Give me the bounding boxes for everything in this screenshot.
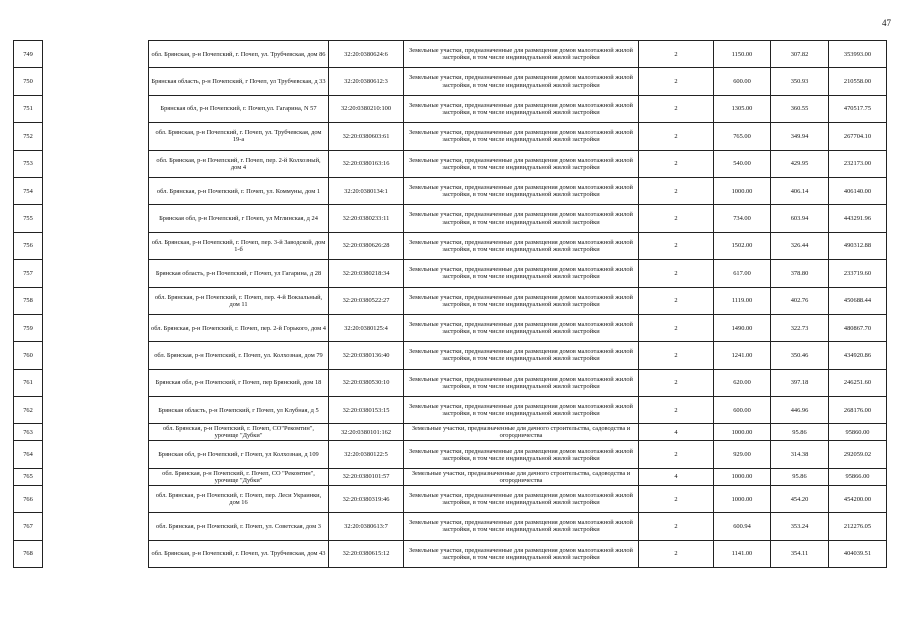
cadastral-value-cell: 95866.00 — [829, 468, 887, 485]
address-cell: обл. Брянская, р-н Почепский, г. Почеп, ул. Трубчевская, дом 86 — [149, 41, 329, 68]
cadastral-number: 32:20:0380125:4 — [329, 314, 404, 341]
area-cell: 1000.00 — [714, 485, 771, 512]
area-cell: 1000.00 — [714, 177, 771, 204]
cadastral-value-cell: 268176.00 — [829, 397, 887, 424]
row-number: 754 — [14, 177, 43, 204]
row-number: 766 — [14, 485, 43, 512]
cadastral-number: 32:20:0380153:15 — [329, 397, 404, 424]
table-row — [14, 513, 887, 540]
cadastral-number: 32:20:0380522:27 — [329, 287, 404, 314]
column-gap — [43, 95, 149, 122]
cadastral-value-cell: 490312.88 — [829, 232, 887, 259]
cadastral-number: 32:20:0380122:5 — [329, 441, 404, 468]
address-cell: Брянская обл, р-н Почепский, г. Почеп,ул. Гагарина, N 57 — [149, 95, 329, 122]
address-cell: обл. Брянская, р-н Почепский, г. Почеп, пер. 2-й Горького, дом 4 — [149, 314, 329, 341]
address-cell: обл. Брянская, р-н Почепский, г. Почеп, СО "Рекомтин", урочище "Дубки" — [149, 468, 329, 485]
cadastral-value-cell: 404039.51 — [829, 540, 887, 567]
row-number: 749 — [14, 41, 43, 68]
group-code: 2 — [639, 287, 714, 314]
specific-value-cell: 446.96 — [771, 397, 829, 424]
address-cell: обл. Брянская, р-н Почепский, г. Почеп, пер. 4-й Вокзальный, дом 11 — [149, 287, 329, 314]
cadastral-number: 32:20:0380603:61 — [329, 123, 404, 150]
land-use-cell: Земельные участки, предназначенные для размещения домов малоэтажной жилой застройки, в том числе индивидуальной жилой застройки — [404, 513, 639, 540]
area-cell: 1141.00 — [714, 540, 771, 567]
group-code: 4 — [639, 468, 714, 485]
column-gap — [43, 150, 149, 177]
group-code: 2 — [639, 369, 714, 396]
specific-value-cell: 326.44 — [771, 232, 829, 259]
table-row — [14, 123, 887, 150]
group-code: 2 — [639, 123, 714, 150]
cadastral-number: 32:20:0380136:40 — [329, 342, 404, 369]
cadastral-value-cell: 434920.86 — [829, 342, 887, 369]
table-row — [14, 424, 887, 441]
specific-value-cell: 603.94 — [771, 205, 829, 232]
address-cell: обл. Брянская, р-н Почепский, г. Почеп, ул. Коммуны, дом 1 — [149, 177, 329, 204]
row-number: 757 — [14, 260, 43, 287]
row-number: 758 — [14, 287, 43, 314]
area-cell: 1502.00 — [714, 232, 771, 259]
address-cell: Брянская обл, р-н Почепский, г Почеп, ул Колхозная, д 109 — [149, 441, 329, 468]
land-use-cell: Земельные участки, предназначенные для размещения домов малоэтажной жилой застройки, в том числе индивидуальной жилой застройки — [404, 397, 639, 424]
land-use-cell: Земельные участки, предназначенные для дачного строительства, садоводства и огородничества — [404, 424, 639, 441]
cadastral-value-cell: 95860.00 — [829, 424, 887, 441]
area-cell: 1305.00 — [714, 95, 771, 122]
land-use-cell: Земельные участки, предназначенные для размещения домов малоэтажной жилой застройки, в том числе индивидуальной жилой застройки — [404, 342, 639, 369]
address-cell: обл. Брянская, р-н Почепский, г. Почеп, пер. Леси Украинки, дом 16 — [149, 485, 329, 512]
land-use-cell: Земельные участки, предназначенные для размещения домов малоэтажной жилой застройки, в том числе индивидуальной жилой застройки — [404, 41, 639, 68]
row-number: 760 — [14, 342, 43, 369]
group-code: 2 — [639, 513, 714, 540]
column-gap — [43, 424, 149, 441]
column-gap — [43, 260, 149, 287]
column-gap — [43, 468, 149, 485]
land-use-cell: Земельные участки, предназначенные для размещения домов малоэтажной жилой застройки, в том числе индивидуальной жилой застройки — [404, 485, 639, 512]
column-gap — [43, 513, 149, 540]
land-use-cell: Земельные участки, предназначенные для размещения домов малоэтажной жилой застройки, в том числе индивидуальной жилой застройки — [404, 260, 639, 287]
cadastral-value-cell: 292059.02 — [829, 441, 887, 468]
group-code: 2 — [639, 342, 714, 369]
land-use-cell: Земельные участки, предназначенные для размещения домов малоэтажной жилой застройки, в том числе индивидуальной жилой застройки — [404, 314, 639, 341]
land-use-cell: Земельные участки, предназначенные для размещения домов малоэтажной жилой застройки, в том числе индивидуальной жилой застройки — [404, 68, 639, 95]
group-code: 2 — [639, 41, 714, 68]
specific-value-cell: 429.95 — [771, 150, 829, 177]
table-row — [14, 397, 887, 424]
cadastral-value-cell: 454200.00 — [829, 485, 887, 512]
column-gap — [43, 397, 149, 424]
cadastral-number: 32:20:0380101:162 — [329, 424, 404, 441]
specific-value-cell: 354.11 — [771, 540, 829, 567]
group-code: 2 — [639, 540, 714, 567]
table-row — [14, 485, 887, 512]
land-use-cell: Земельные участки, предназначенные для размещения домов малоэтажной жилой застройки, в том числе индивидуальной жилой застройки — [404, 177, 639, 204]
land-use-cell: Земельные участки, предназначенные для размещения домов малоэтажной жилой застройки, в том числе индивидуальной жилой застройки — [404, 287, 639, 314]
land-use-cell: Земельные участки, предназначенные для размещения домов малоэтажной жилой застройки, в том числе индивидуальной жилой застройки — [404, 369, 639, 396]
group-code: 4 — [639, 424, 714, 441]
column-gap — [43, 232, 149, 259]
area-cell: 600.94 — [714, 513, 771, 540]
group-code: 2 — [639, 150, 714, 177]
cadastral-value-cell: 233719.60 — [829, 260, 887, 287]
specific-value-cell: 397.18 — [771, 369, 829, 396]
column-gap — [43, 540, 149, 567]
group-code: 2 — [639, 397, 714, 424]
address-cell: Брянская обл, р-н Почепский, г Почеп, ул Мглинская, д 24 — [149, 205, 329, 232]
land-use-cell: Земельные участки, предназначенные для размещения домов малоэтажной жилой застройки, в том числе индивидуальной жилой застройки — [404, 123, 639, 150]
page-number: 47 — [882, 18, 891, 28]
cadastral-value-cell: 232173.00 — [829, 150, 887, 177]
table-row — [14, 314, 887, 341]
specific-value-cell: 402.76 — [771, 287, 829, 314]
table-row — [14, 150, 887, 177]
specific-value-cell: 349.94 — [771, 123, 829, 150]
cadastral-number: 32:20:0380319:46 — [329, 485, 404, 512]
row-number: 759 — [14, 314, 43, 341]
cadastral-number: 32:20:0380624:6 — [329, 41, 404, 68]
cadastral-number: 32:20:0380612:3 — [329, 68, 404, 95]
group-code: 2 — [639, 485, 714, 512]
column-gap — [43, 287, 149, 314]
row-number: 753 — [14, 150, 43, 177]
cadastral-number: 32:20:0380233:11 — [329, 205, 404, 232]
specific-value-cell: 307.82 — [771, 41, 829, 68]
cadastral-value-cell: 210558.00 — [829, 68, 887, 95]
table-row — [14, 342, 887, 369]
cadastral-number: 32:20:0380530:10 — [329, 369, 404, 396]
address-cell: обл. Брянская, р-н Почепский, г. Почеп, пер. 2-й Колхозный, дом 4 — [149, 150, 329, 177]
area-cell: 600.00 — [714, 68, 771, 95]
area-cell: 929.00 — [714, 441, 771, 468]
column-gap — [43, 314, 149, 341]
cadastral-value-cell: 353993.00 — [829, 41, 887, 68]
column-gap — [43, 342, 149, 369]
area-cell: 1000.00 — [714, 424, 771, 441]
row-number: 751 — [14, 95, 43, 122]
land-use-cell: Земельные участки, предназначенные для размещения домов малоэтажной жилой застройки, в том числе индивидуальной жилой застройки — [404, 441, 639, 468]
table-row — [14, 232, 887, 259]
column-gap — [43, 369, 149, 396]
specific-value-cell: 314.38 — [771, 441, 829, 468]
area-cell: 540.00 — [714, 150, 771, 177]
cadastral-value-cell: 450688.44 — [829, 287, 887, 314]
table-row — [14, 205, 887, 232]
address-cell: обл. Брянская, р-н Почепский, г. Почеп, ул. Колхозная, дом 79 — [149, 342, 329, 369]
area-cell: 1000.00 — [714, 468, 771, 485]
land-use-cell: Земельные участки, предназначенные для размещения домов малоэтажной жилой застройки, в том числе индивидуальной жилой застройки — [404, 232, 639, 259]
cadastral-number: 32:20:0380218:34 — [329, 260, 404, 287]
column-gap — [43, 485, 149, 512]
table-row — [14, 441, 887, 468]
row-number: 765 — [14, 468, 43, 485]
address-cell: Брянская область, р-н Почепский, г Почеп, ул Трубчевская, д 33 — [149, 68, 329, 95]
table-row — [14, 468, 887, 485]
row-number: 764 — [14, 441, 43, 468]
group-code: 2 — [639, 260, 714, 287]
cadastral-value-cell: 470517.75 — [829, 95, 887, 122]
cadastral-number: 32:20:0380101:57 — [329, 468, 404, 485]
land-use-cell: Земельные участки, предназначенные для размещения домов малоэтажной жилой застройки, в том числе индивидуальной жилой застройки — [404, 95, 639, 122]
address-cell: обл. Брянская, р-н Почепский, г. Почеп, ул. Трубчевская, дом 43 — [149, 540, 329, 567]
area-cell: 1150.00 — [714, 41, 771, 68]
table-row — [14, 95, 887, 122]
cadastral-value-cell: 212276.05 — [829, 513, 887, 540]
area-cell: 1119.00 — [714, 287, 771, 314]
cadastral-number: 32:20:0380210:100 — [329, 95, 404, 122]
specific-value-cell: 454.20 — [771, 485, 829, 512]
cadastral-number: 32:20:0380134:1 — [329, 177, 404, 204]
specific-value-cell: 360.55 — [771, 95, 829, 122]
row-number: 768 — [14, 540, 43, 567]
cadastral-number: 32:20:0380613:7 — [329, 513, 404, 540]
table-row — [14, 369, 887, 396]
specific-value-cell: 95.86 — [771, 468, 829, 485]
column-gap — [43, 41, 149, 68]
address-cell: Брянская область, р-н Почепский, г Почеп, ул Гагарина, д 28 — [149, 260, 329, 287]
area-cell: 734.00 — [714, 205, 771, 232]
group-code: 2 — [639, 232, 714, 259]
land-use-cell: Земельные участки, предназначенные для размещения домов малоэтажной жилой застройки, в том числе индивидуальной жилой застройки — [404, 150, 639, 177]
area-cell: 600.00 — [714, 397, 771, 424]
column-gap — [43, 68, 149, 95]
row-number: 761 — [14, 369, 43, 396]
address-cell: обл. Брянская, р-н Почепский, г. Почеп, ул. Советская, дом 3 — [149, 513, 329, 540]
land-use-cell: Земельные участки, предназначенные для размещения домов малоэтажной жилой застройки, в том числе индивидуальной жилой застройки — [404, 205, 639, 232]
column-gap — [43, 177, 149, 204]
specific-value-cell: 322.73 — [771, 314, 829, 341]
column-gap — [43, 205, 149, 232]
table-row — [14, 177, 887, 204]
area-cell: 765.00 — [714, 123, 771, 150]
specific-value-cell: 353.24 — [771, 513, 829, 540]
address-cell: обл. Брянская, р-н Почепский, г. Почеп, пер. 3-й Заводской, дом 1-б — [149, 232, 329, 259]
cadastral-value-cell: 443291.96 — [829, 205, 887, 232]
column-gap — [43, 123, 149, 150]
address-cell: Брянская область, р-н Почепский, г Почеп, ул Клубная, д 5 — [149, 397, 329, 424]
table-row — [14, 287, 887, 314]
cadastral-number: 32:20:0380615:12 — [329, 540, 404, 567]
land-use-cell: Земельные участки, предназначенные для дачного строительства, садоводства и огородничества — [404, 468, 639, 485]
table-row — [14, 540, 887, 567]
cadastral-value-cell: 406140.00 — [829, 177, 887, 204]
cadastral-value-cell: 480867.70 — [829, 314, 887, 341]
specific-value-cell: 406.14 — [771, 177, 829, 204]
cadastral-value-cell: 267704.10 — [829, 123, 887, 150]
row-number: 750 — [14, 68, 43, 95]
area-cell: 1241.00 — [714, 342, 771, 369]
specific-value-cell: 350.46 — [771, 342, 829, 369]
address-cell: Брянская обл, р-н Почепский, г Почеп, пер Брянский, дом 18 — [149, 369, 329, 396]
area-cell: 617.00 — [714, 260, 771, 287]
row-number: 762 — [14, 397, 43, 424]
column-gap — [43, 441, 149, 468]
specific-value-cell: 378.80 — [771, 260, 829, 287]
area-cell: 1490.00 — [714, 314, 771, 341]
land-use-cell: Земельные участки, предназначенные для размещения домов малоэтажной жилой застройки, в том числе индивидуальной жилой застройки — [404, 540, 639, 567]
specific-value-cell: 350.93 — [771, 68, 829, 95]
group-code: 2 — [639, 95, 714, 122]
table-row — [14, 41, 887, 68]
row-number: 756 — [14, 232, 43, 259]
cadastral-value-cell: 246251.60 — [829, 369, 887, 396]
group-code: 2 — [639, 314, 714, 341]
table-row — [14, 68, 887, 95]
address-cell: обл. Брянская, р-н Почепский, г. Почеп, СО"Рекомтин", урочище "Дубки" — [149, 424, 329, 441]
group-code: 2 — [639, 441, 714, 468]
group-code: 2 — [639, 205, 714, 232]
area-cell: 620.00 — [714, 369, 771, 396]
group-code: 2 — [639, 68, 714, 95]
address-cell: обл. Брянская, р-н Почепский, г. Почеп, ул. Трубчевская, дом 19-а — [149, 123, 329, 150]
row-number: 767 — [14, 513, 43, 540]
cadastral-number: 32:20:0380163:16 — [329, 150, 404, 177]
cadastral-number: 32:20:0380626:28 — [329, 232, 404, 259]
land-register-table — [13, 40, 887, 568]
table-row — [14, 260, 887, 287]
row-number: 763 — [14, 424, 43, 441]
row-number: 755 — [14, 205, 43, 232]
group-code: 2 — [639, 177, 714, 204]
row-number: 752 — [14, 123, 43, 150]
specific-value-cell: 95.86 — [771, 424, 829, 441]
